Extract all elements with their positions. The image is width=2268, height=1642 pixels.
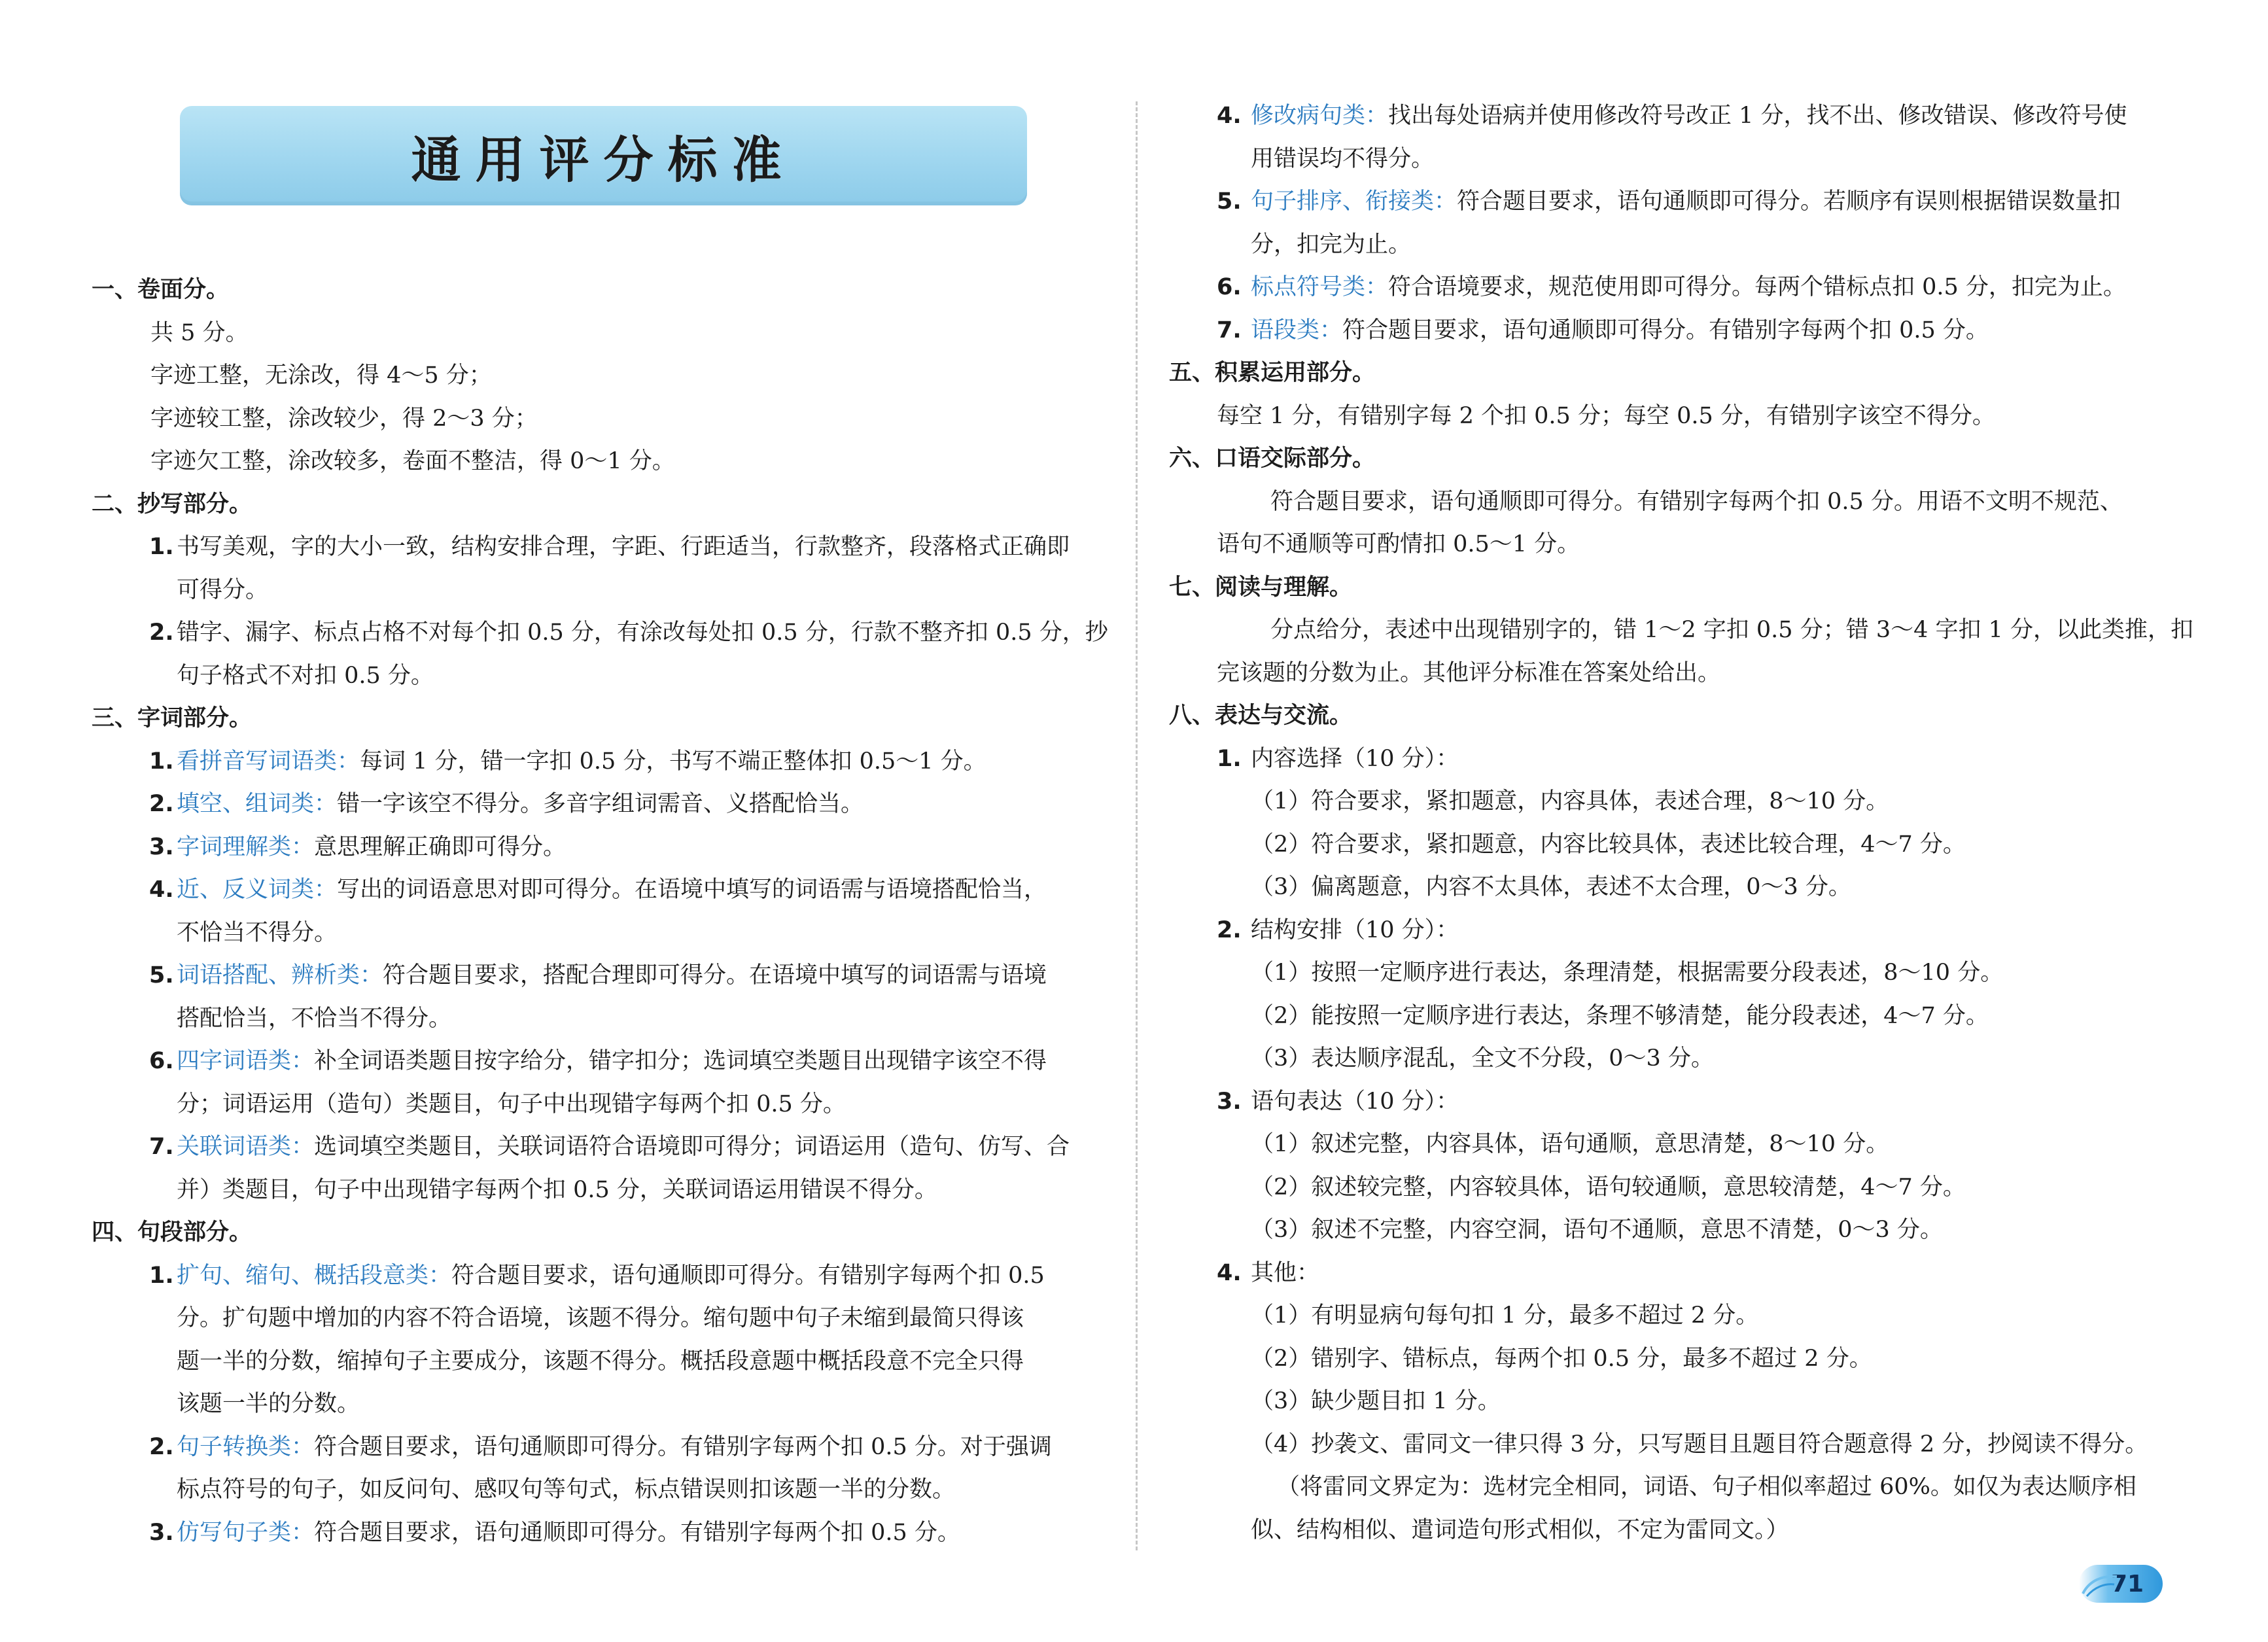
text-line: 字迹工整，无涂改，得 4～5 分； bbox=[150, 362, 492, 389]
text-line: 分，扣完为止。 bbox=[1251, 231, 1412, 258]
text-line: 字迹欠工整，涂改较多，卷面不整洁，得 0～1 分。 bbox=[150, 448, 675, 474]
list-item bbox=[1217, 185, 2121, 218]
text-line: （3）叙述不完整，内容空洞，语句不通顺，意思不清楚，0～3 分。 bbox=[1251, 1217, 1943, 1243]
item-text: 符合题目要求，语句通顺即可得分。有错别字每两个扣 0.5 bbox=[451, 1262, 1045, 1289]
item-number: 2. bbox=[149, 620, 174, 646]
list-item bbox=[149, 1259, 1045, 1292]
list-item bbox=[1217, 99, 2127, 132]
text-line: 分点给分，表述中出现错别字的，错 1～2 字扣 0.5 分；错 3～4 字扣 1 分，以此类推，扣 bbox=[1270, 617, 2194, 643]
list-item bbox=[149, 745, 986, 778]
item-number: 2. bbox=[149, 1433, 174, 1460]
list-item bbox=[149, 788, 864, 820]
text-line: 标点符号的句子，如反问句、感叹句等句式，标点错误则扣该题一半的分数。 bbox=[177, 1476, 956, 1503]
text-line: （1）叙述完整，内容具体，语句通顺，意思清楚，8～10 分。 bbox=[1251, 1131, 1889, 1157]
item-text: 错字、漏字、标点占格不对每个扣 0.5 分，有涂改每处扣 0.5 分，行款不整齐扣 0.5 分，抄 bbox=[177, 620, 1108, 646]
item-title: 内容选择（10 分）： bbox=[1251, 745, 1459, 772]
list-item bbox=[1217, 1257, 1319, 1289]
item-number: 3. bbox=[149, 833, 174, 860]
list-item bbox=[149, 831, 566, 864]
text-line: 符合题目要求，语句通顺即可得分。有错别字每两个扣 0.5 分。用语不文明不规范、 bbox=[1270, 488, 2123, 515]
text-line: （1）符合要求，紧扣题意，内容具体，表述合理，8～10 分。 bbox=[1251, 788, 1889, 814]
section-heading: 四、句段部分。 bbox=[92, 1219, 253, 1246]
item-text: 符合题目要求，搭配合理即可得分。在语境中填写的词语需与语境 bbox=[383, 962, 1047, 988]
text-line: 题一半的分数，缩掉句子主要成分，该题不得分。概括段意题中概括段意不完全只得 bbox=[177, 1348, 1024, 1374]
list-item bbox=[149, 1045, 1047, 1077]
item-text: 符合题目要求，语句通顺即可得分。有错别字每两个扣 0.5 分。 bbox=[1342, 317, 1989, 343]
item-text: 选词填空类题目，关联词语符合语境即可得分；词语运用（造句、仿写、合 bbox=[314, 1134, 1070, 1160]
item-number: 1. bbox=[1217, 745, 1242, 772]
section-heading: 五、积累运用部分。 bbox=[1169, 360, 1376, 386]
text-line: 不恰当不得分。 bbox=[177, 919, 338, 946]
text-line: 完该题的分数为止。其他评分标准在答案处给出。 bbox=[1217, 659, 1721, 686]
note-line: 似、结构相似、遣词造句形式相似，不定为雷同文。） bbox=[1251, 1516, 1789, 1543]
item-title: 语句表达（10 分）： bbox=[1251, 1088, 1459, 1115]
item-number: 1. bbox=[149, 534, 174, 560]
text-line: 并）类题目，句子中出现错字每两个扣 0.5 分，关联词语运用错误不得分。 bbox=[177, 1176, 937, 1203]
text-line: 可得分。 bbox=[177, 576, 269, 603]
item-text: 错一字该空不得分。多音字组词需音、义搭配恰当。 bbox=[337, 791, 864, 817]
item-text: 符合题目要求，语句通顺即可得分。有错别字每两个扣 0.5 分。对于强调 bbox=[314, 1433, 1052, 1460]
item-number: 3. bbox=[1217, 1088, 1242, 1115]
text-line: 共 5 分。 bbox=[150, 319, 249, 346]
text-line: 语句不通顺等可酌情扣 0.5～1 分。 bbox=[1217, 531, 1580, 557]
text-line: （2）能按照一定顺序进行表达，条理不够清楚，能分段表述，4～7 分。 bbox=[1251, 1002, 1989, 1029]
text-line: （2）符合要求，紧扣题意，内容比较具体，表述比较合理，4～7 分。 bbox=[1251, 831, 1966, 858]
list-item bbox=[149, 1130, 1070, 1163]
column-divider bbox=[1136, 101, 1138, 1550]
list-item bbox=[149, 616, 1108, 649]
list-item bbox=[1217, 914, 1459, 947]
list-item bbox=[1217, 271, 2126, 304]
item-number: 6. bbox=[1217, 274, 1242, 300]
swoosh-decoration-icon bbox=[2080, 1571, 2120, 1598]
list-item bbox=[149, 1431, 1052, 1463]
text-line: （3）表达顺序混乱，全文不分段，0～3 分。 bbox=[1251, 1045, 1714, 1072]
section-heading: 二、抄写部分。 bbox=[92, 491, 253, 517]
section-heading: 六、口语交际部分。 bbox=[1169, 445, 1376, 472]
text-line: 每空 1 分，有错别字每 2 个扣 0.5 分；每空 0.5 分，有错别字该空不得分。 bbox=[1217, 402, 1995, 429]
item-category-label: 句子转换类： bbox=[177, 1433, 315, 1460]
item-category-label: 看拼音写词语类： bbox=[177, 748, 360, 775]
item-category-label: 关联词语类： bbox=[177, 1134, 315, 1160]
list-item bbox=[149, 873, 1047, 906]
item-category-label: 句子排序、衔接类： bbox=[1251, 188, 1457, 215]
item-number: 1. bbox=[149, 1262, 174, 1289]
text-line: （1）有明显病句每句扣 1 分，最多不超过 2 分。 bbox=[1251, 1302, 1759, 1329]
text-line: 用错误均不得分。 bbox=[1251, 145, 1435, 172]
section-heading: 八、表达与交流。 bbox=[1169, 703, 1353, 729]
page-title: 通用评分标准 bbox=[411, 130, 796, 189]
text-line: 分。扩句题中增加的内容不符合语境，该题不得分。缩句题中句子未缩到最简只得该 bbox=[177, 1305, 1024, 1331]
item-category-label: 标点符号类： bbox=[1251, 274, 1389, 300]
page-number: 71 bbox=[2110, 1570, 2144, 1598]
section-heading: 七、阅读与理解。 bbox=[1169, 574, 1353, 601]
list-item bbox=[149, 959, 1047, 992]
item-text: 符合语境要求，规范使用即可得分。每两个错标点扣 0.5 分，扣完为止。 bbox=[1388, 274, 2126, 300]
item-number: 4. bbox=[1217, 1259, 1242, 1286]
text-line: 句子格式不对扣 0.5 分。 bbox=[177, 662, 434, 689]
text-line: （2）错别字、错标点，每两个扣 0.5 分，最多不超过 2 分。 bbox=[1251, 1345, 1872, 1372]
item-number: 2. bbox=[1217, 917, 1242, 943]
item-category-label: 字词理解类： bbox=[177, 833, 315, 860]
item-category-label: 仿写句子类： bbox=[177, 1519, 315, 1546]
item-text: 符合题目要求，语句通顺即可得分。有错别字每两个扣 0.5 分。 bbox=[314, 1519, 960, 1546]
text-line: （2）叙述较完整，内容较具体，语句较通顺，意思较清楚，4～7 分。 bbox=[1251, 1174, 1966, 1200]
text-line: （4）抄袭文、雷同文一律只得 3 分，只写题目且题目符合题意得 2 分，抄阅读不得分。 bbox=[1251, 1431, 2148, 1458]
text-line: 字迹较工整，涂改较少，得 2～3 分； bbox=[150, 405, 538, 432]
item-number: 2. bbox=[149, 791, 174, 817]
item-title: 其他： bbox=[1251, 1259, 1320, 1286]
item-text: 符合题目要求，语句通顺即可得分。若顺序有误则根据错误数量扣 bbox=[1457, 188, 2121, 215]
text-line: 搭配恰当，不恰当不得分。 bbox=[177, 1005, 452, 1032]
item-title: 结构安排（10 分）： bbox=[1251, 917, 1459, 943]
item-text: 意思理解正确即可得分。 bbox=[314, 833, 567, 860]
item-number: 1. bbox=[149, 748, 174, 775]
list-item bbox=[1217, 742, 1459, 775]
item-text: 书写美观，字的大小一致，结构安排合理，字距、行距适当，行款整齐，段落格式正确即 bbox=[177, 534, 1070, 560]
item-category-label: 填空、组词类： bbox=[177, 791, 338, 817]
item-number: 7. bbox=[149, 1134, 174, 1160]
list-item bbox=[1217, 314, 1989, 347]
list-item bbox=[149, 531, 1070, 563]
item-text: 写出的词语意思对即可得分。在语境中填写的词语需与语境搭配恰当， bbox=[337, 877, 1047, 903]
list-item bbox=[1217, 1085, 1459, 1118]
item-number: 4. bbox=[1217, 103, 1242, 129]
item-number: 5. bbox=[149, 962, 174, 988]
item-category-label: 词语搭配、辨析类： bbox=[177, 962, 383, 988]
text-line: （3）缺少题目扣 1 分。 bbox=[1251, 1388, 1501, 1414]
item-category-label: 修改病句类： bbox=[1251, 103, 1389, 129]
item-category-label: 语段类： bbox=[1251, 317, 1343, 343]
text-line: 该题一半的分数。 bbox=[177, 1391, 360, 1417]
page-title-banner bbox=[180, 106, 1027, 205]
section-heading: 一、卷面分。 bbox=[92, 277, 230, 303]
item-number: 3. bbox=[149, 1519, 174, 1546]
item-text: 补全词语类题目按字给分，错字扣分；选词填空类题目出现错字该空不得 bbox=[314, 1048, 1047, 1074]
list-item bbox=[149, 1516, 960, 1549]
item-number: 7. bbox=[1217, 317, 1242, 343]
item-number: 5. bbox=[1217, 188, 1242, 215]
item-category-label: 近、反义词类： bbox=[177, 877, 338, 903]
item-number: 4. bbox=[149, 877, 174, 903]
note-line: （将雷同文界定为：选材完全相同，词语、句子相似率超过 60%。如仅为表达顺序相 bbox=[1277, 1474, 2137, 1500]
text-line: 分；词语运用（造句）类题目，句子中出现错字每两个扣 0.5 分。 bbox=[177, 1091, 846, 1117]
item-category-label: 四字词语类： bbox=[177, 1048, 315, 1074]
item-category-label: 扩句、缩句、概括段意类： bbox=[177, 1262, 452, 1289]
section-heading: 三、字词部分。 bbox=[92, 705, 253, 731]
item-number: 6. bbox=[149, 1048, 174, 1074]
item-text: 找出每处语病并使用修改符号改正 1 分，找不出、修改错误、修改符号使 bbox=[1388, 103, 2127, 129]
text-line: （1）按照一定顺序进行表达，条理清楚，根据需要分段表述，8～10 分。 bbox=[1251, 960, 2004, 986]
item-text: 每词 1 分，错一字扣 0.5 分，书写不端正整体扣 0.5～1 分。 bbox=[360, 748, 986, 775]
text-line: （3）偏离题意，内容不太具体，表述不太合理，0～3 分。 bbox=[1251, 874, 1851, 900]
